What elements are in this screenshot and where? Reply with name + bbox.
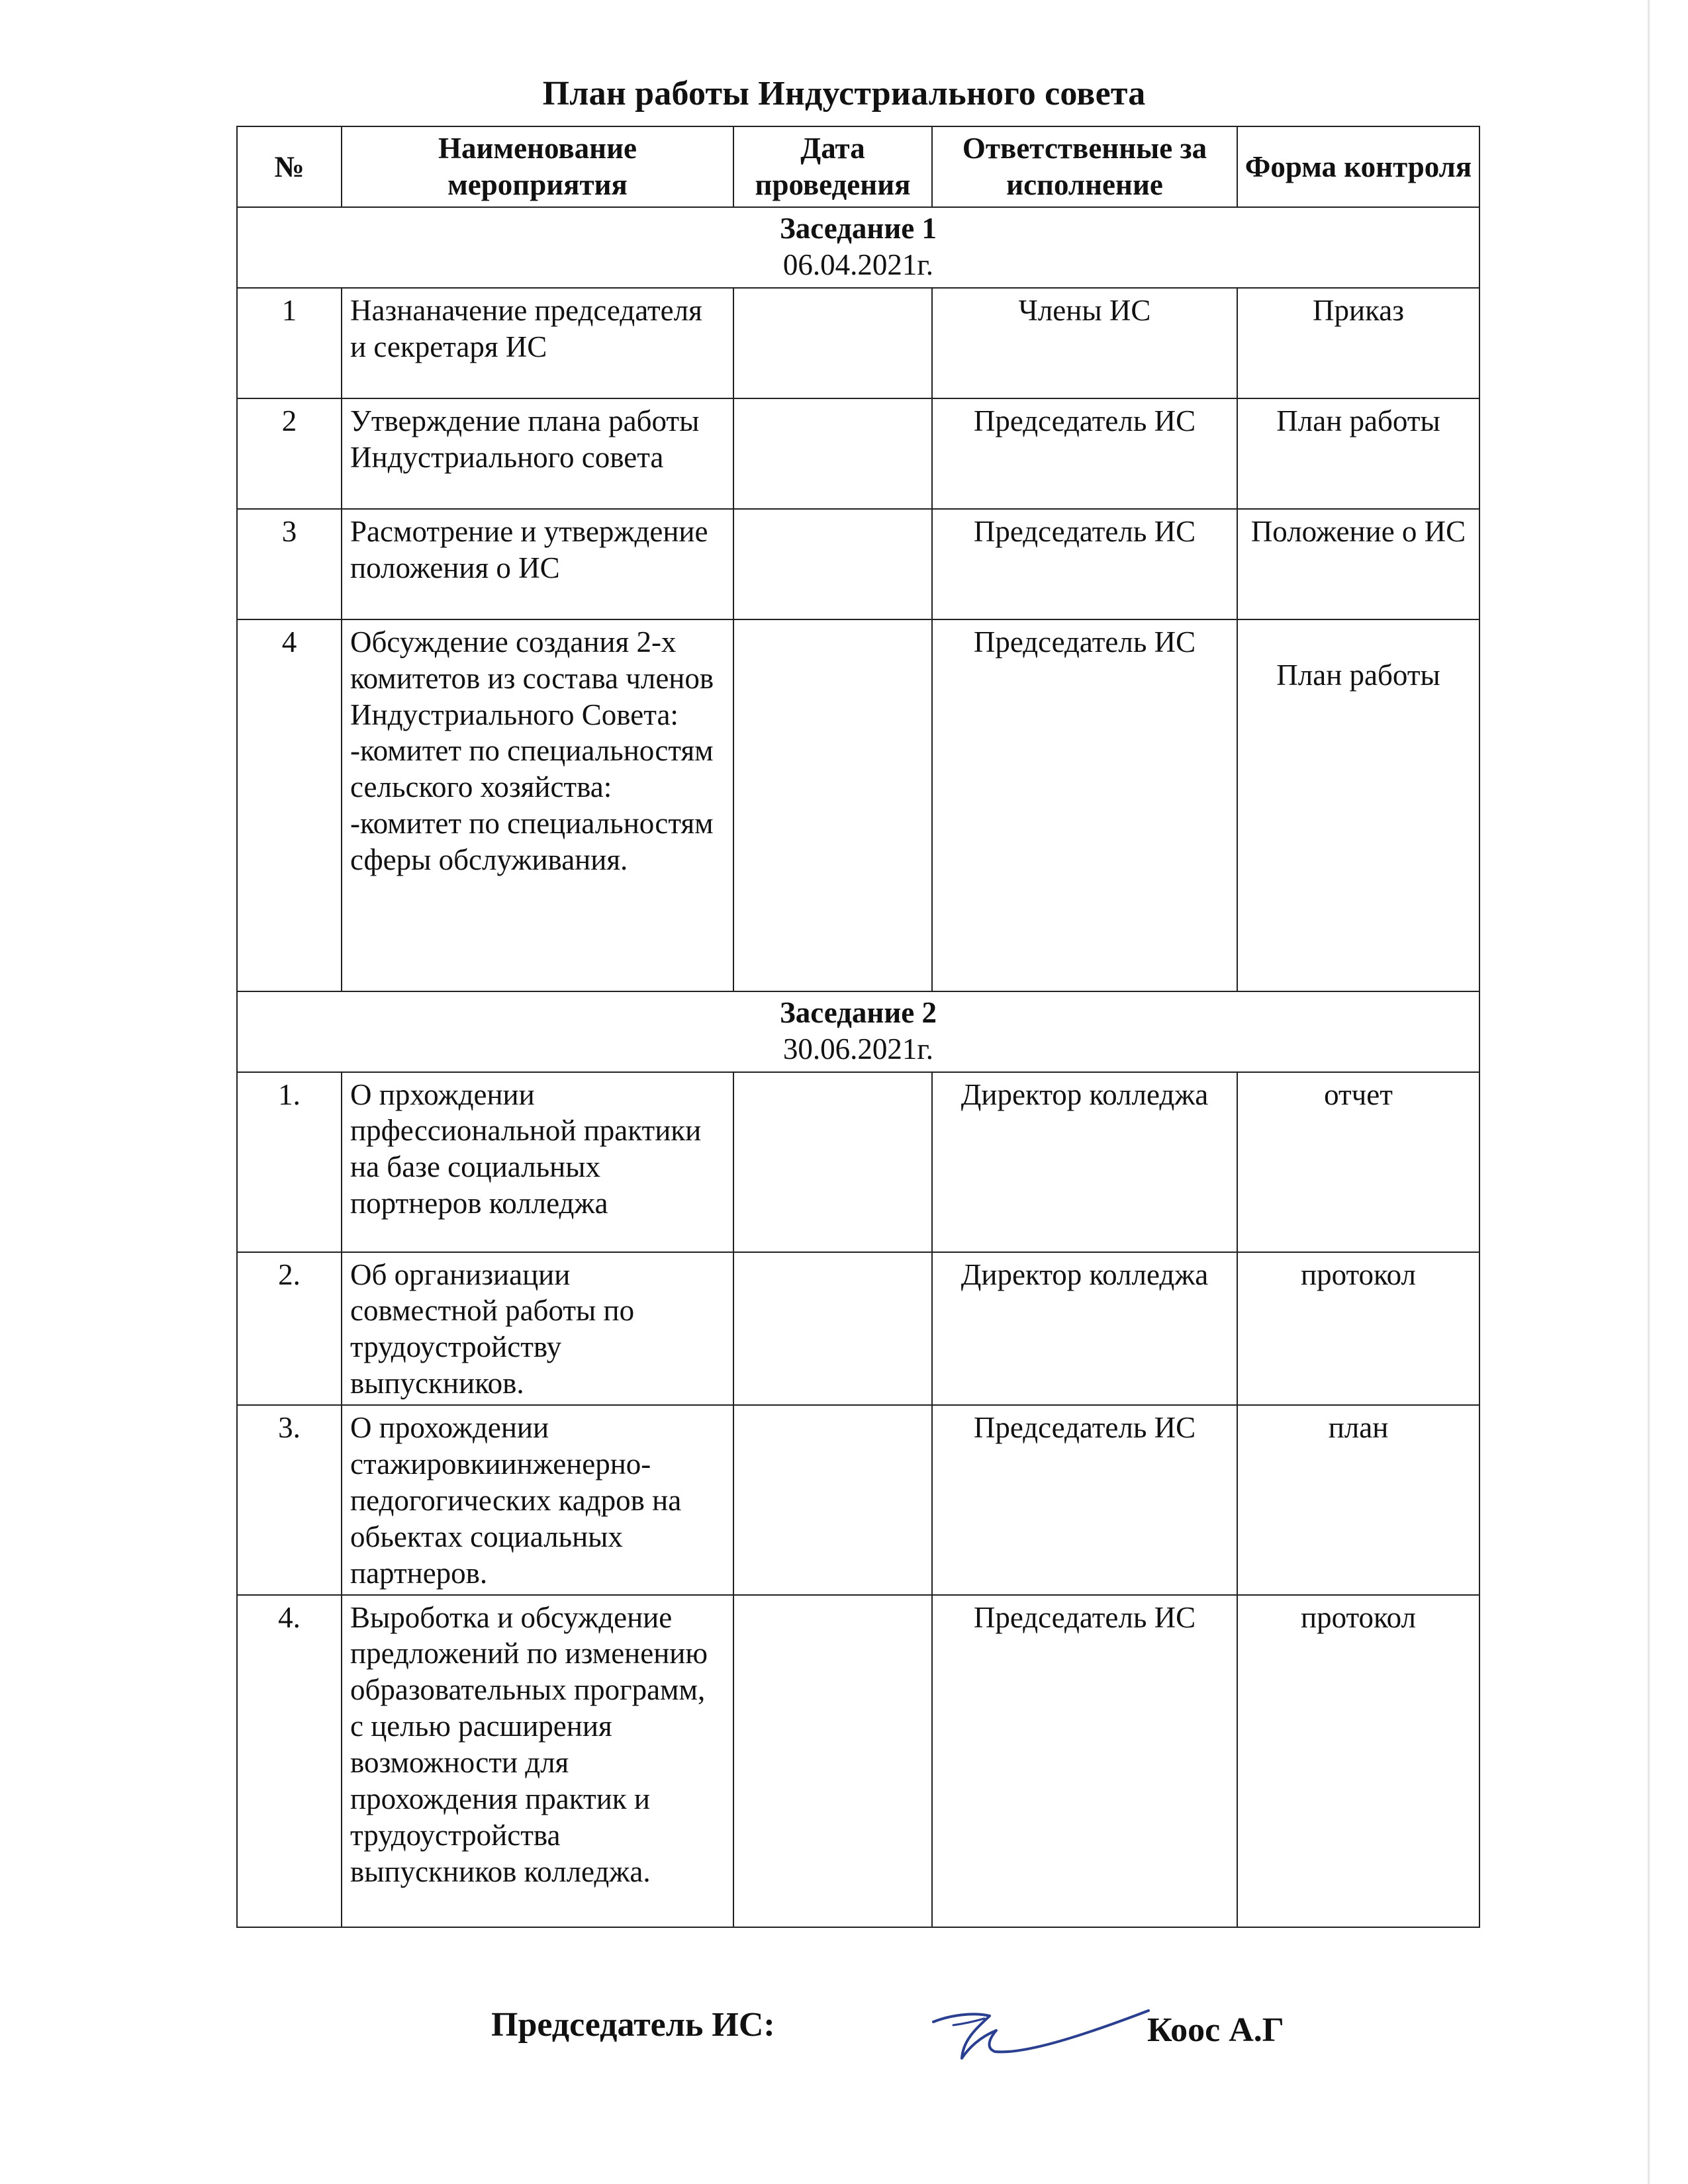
column-header-number: №: [237, 126, 342, 207]
row-number: 4: [237, 619, 342, 991]
row-number: 2.: [237, 1252, 342, 1406]
table-header-row: [237, 126, 1479, 207]
event-name: О прхождении прфессиональной практики на базе социальных портнеров колледжа: [342, 1072, 733, 1252]
row-number: 1: [237, 288, 342, 398]
control-form: Положение о ИС: [1237, 509, 1479, 619]
row-number: 2: [237, 398, 342, 509]
plan-table: [236, 126, 1480, 1928]
responsible: Председатель ИС: [932, 398, 1237, 509]
event-name: Назнаначение председателя и секретаря ИС: [342, 288, 733, 398]
session-date: 06.04.2021г.: [782, 248, 934, 281]
column-header-event-name: Наименование мероприятия: [342, 126, 733, 207]
scan-edge: [1648, 0, 1650, 2184]
event-name: Об организиации совместной работы по трудоустройству выпускников.: [342, 1252, 733, 1406]
responsible: Директор колледжа: [932, 1252, 1237, 1406]
signature-block: [0, 1999, 1688, 2071]
table-row: [237, 288, 1479, 398]
table-row: [237, 1405, 1479, 1594]
control-form-cell: [1237, 619, 1479, 991]
control-form: протокол: [1237, 1595, 1479, 1927]
session-label: Заседание 2: [780, 995, 937, 1029]
control-form: протокол: [1237, 1252, 1479, 1406]
session-row: [237, 207, 1479, 288]
table-row: [237, 509, 1479, 619]
session-cell: [237, 991, 1479, 1072]
table-row: [237, 1595, 1479, 1927]
event-name: Расмотрение и утверждение положения о ИС: [342, 509, 733, 619]
column-header-responsible: Ответственные за исполнение: [932, 126, 1237, 207]
event-name: Обсуждение создания 2-х комитетов из состава членов Индустриального Совета: -комитет по специальностям сельского хозяйства: -комитет по специальностям сферы обслуживания.: [342, 619, 733, 991]
table-row: [237, 1252, 1479, 1406]
column-header-date: Дата проведения: [733, 126, 932, 207]
session-row: [237, 991, 1479, 1072]
event-name: Выроботка и обсуждение предложений по изменению образовательных программ, с целью расширения возможности для прохождения практик и трудоустройства выпускников колледжа.: [342, 1595, 733, 1927]
event-name: О прохождении стажировкиинженерно-педогогических кадров на обьектах социальных партнеров.: [342, 1405, 733, 1594]
event-date: [733, 288, 932, 398]
responsible: Председатель ИС: [932, 509, 1237, 619]
event-date: [733, 1252, 932, 1406]
row-number: 3.: [237, 1405, 342, 1594]
table-row: [237, 398, 1479, 509]
session-label: Заседание 1: [780, 212, 937, 245]
event-date: [733, 398, 932, 509]
row-number: 3: [237, 509, 342, 619]
table-row: [237, 619, 1479, 991]
responsible: Председатель ИС: [932, 1405, 1237, 1594]
signatory-role: Председатель ИС:: [491, 2006, 775, 2044]
control-form: План работы: [1276, 658, 1440, 692]
document-title: План работы Индустриального совета: [542, 75, 1146, 113]
column-header-control-form: Форма контроля: [1237, 126, 1479, 207]
control-form: план: [1237, 1405, 1479, 1594]
responsible: Директор колледжа: [932, 1072, 1237, 1252]
table-row: [237, 1072, 1479, 1252]
responsible: Председатель ИС: [932, 1595, 1237, 1927]
event-name: Утверждение плана работы Индустриального совета: [342, 398, 733, 509]
control-form: Приказ: [1237, 288, 1479, 398]
event-date: [733, 1072, 932, 1252]
handwritten-signature: [923, 1999, 1162, 2071]
event-date: [733, 509, 932, 619]
event-date: [733, 619, 932, 991]
session-date: 30.06.2021г.: [782, 1032, 934, 1066]
control-form: отчет: [1237, 1072, 1479, 1252]
event-date: [733, 1405, 932, 1594]
row-number: 4.: [237, 1595, 342, 1927]
session-cell: [237, 207, 1479, 288]
control-form: План работы: [1237, 398, 1479, 509]
responsible: Председатель ИС: [932, 619, 1237, 991]
signatory-name: Коос А.Г: [1147, 2011, 1284, 2049]
responsible: Члены ИС: [932, 288, 1237, 398]
row-number: 1.: [237, 1072, 342, 1252]
event-date: [733, 1595, 932, 1927]
